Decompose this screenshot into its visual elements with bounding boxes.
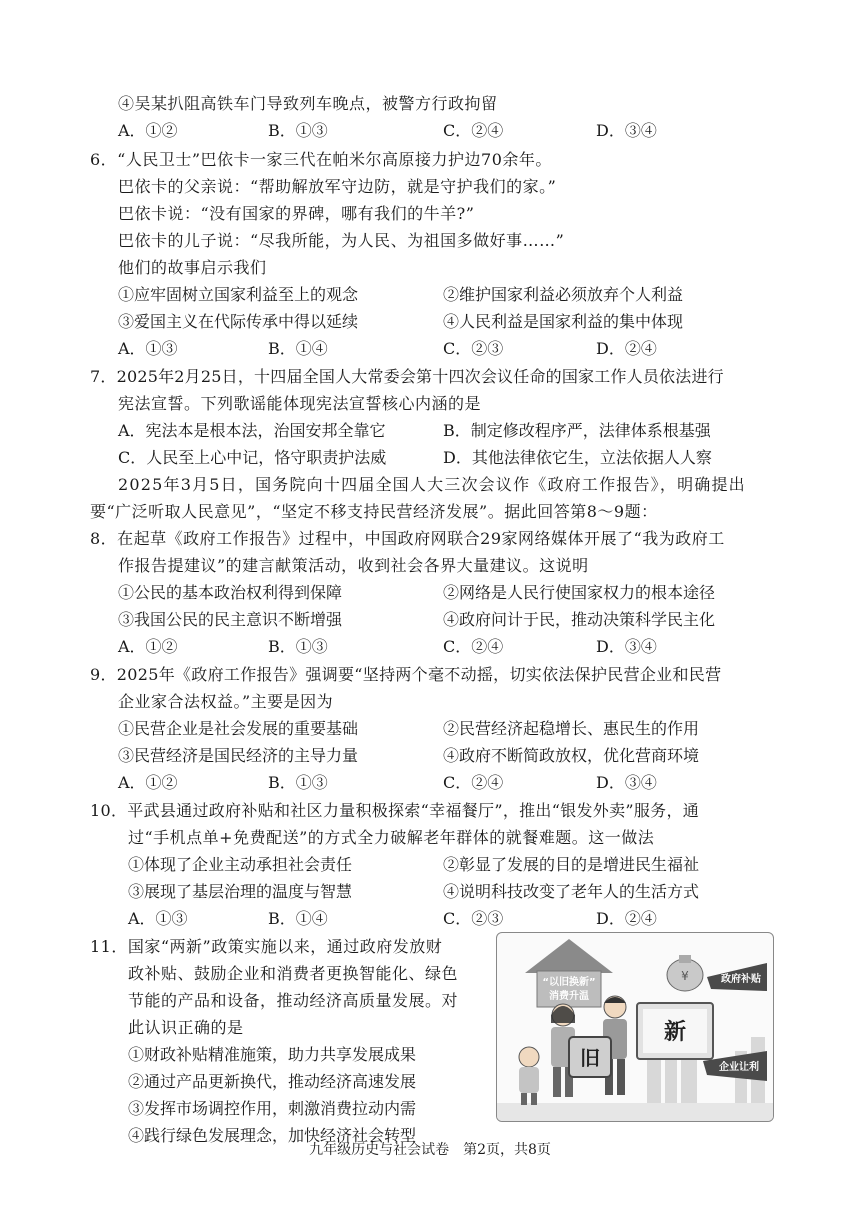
q11-item-1: ①财政补贴精准施策，助力共享发展成果 xyxy=(128,1045,417,1064)
q6-item-4: ④人民利益是国家利益的集中体现 xyxy=(443,312,684,331)
q10-item-1: ①体现了企业主动承担社会责任 xyxy=(128,855,353,874)
svg-text:¥: ¥ xyxy=(681,969,689,983)
q11-stem-2: 政补贴、鼓励企业和消费者更换智能化、绿色 xyxy=(128,964,459,983)
q7-stem: 7．2025年2月25日，十四届全国人大常委会第十四次会议任命的国家工作人员依法进行 xyxy=(90,367,724,386)
gov-subsidy-label: 政府补贴 xyxy=(721,974,761,985)
q9-stem-cont: 企业家合法权益。”主要是因为 xyxy=(118,692,334,711)
q6-choice-d: D．②④ xyxy=(596,339,657,358)
q11-item-4: ④践行绿色发展理念，加快经济社会转型 xyxy=(128,1126,417,1145)
q9-stem: 9．2025年《政府工作报告》强调要“坚持两个毫不动摇，切实依法保护民营企业和民营 xyxy=(90,665,722,684)
q8-stem-cont: 作报告提建议”的建言献策活动，收到社会各界大量建议。这说明 xyxy=(118,556,589,575)
q11-item-3: ③发挥市场调控作用，刺激消费拉动内需 xyxy=(128,1099,417,1118)
q11-item-2: ②通过产品更新换代，推动经济高速发展 xyxy=(128,1072,417,1091)
q10-choice-b: B．①④ xyxy=(268,909,328,928)
q7-stem-cont: 宪法宣誓。下列歌谣能体现宪法宣誓核心内涵的是 xyxy=(118,394,482,413)
q6-quote-father: 巴依卡的父亲说：“帮助解放军守边防，就是守护我们的家。” xyxy=(118,177,557,196)
q11-stem-3: 节能的产品和设备，推动经济高质量发展。对 xyxy=(128,991,459,1010)
q11-stem: 11．国家“两新”政策实施以来，通过政府发放财 xyxy=(90,937,443,956)
q9-choice-c: C．②④ xyxy=(443,773,504,792)
q5-choice-c: C．②④ xyxy=(443,121,504,140)
q6-choice-c: C．②③ xyxy=(443,339,504,358)
money-bag-icon xyxy=(667,955,703,991)
old-label: 旧 xyxy=(580,1046,600,1070)
q5-choice-a: A．①② xyxy=(118,121,178,140)
q11-stem-4: 此认识正确的是 xyxy=(128,1018,244,1037)
q9-item-4: ④政府不断简政放权，优化营商环境 xyxy=(443,746,700,765)
q7-option-d: D．其他法律依它生，立法依据人人察 xyxy=(443,448,712,467)
cartoon-drawing xyxy=(497,933,773,1121)
q6-choice-a: A．①③ xyxy=(118,339,178,358)
q9-item-3: ③民营经济是国民经济的主导力量 xyxy=(118,746,359,765)
q6-stem: 6．“人民卫士”巴依卡一家三代在帕米尔高原接力护边70余年。 xyxy=(90,150,552,169)
q6-quote-son: 巴依卡的儿子说：“尽我所能，为人民、为祖国多做好事……” xyxy=(118,231,565,250)
q10-choice-c: C．②③ xyxy=(443,909,504,928)
q5-choice-b: B．①③ xyxy=(268,121,328,140)
house-label-1: “以旧换新” xyxy=(542,977,596,988)
q8-choice-d: D．③④ xyxy=(596,637,657,656)
q8-item-3: ③我国公民的民主意识不断增强 xyxy=(118,610,343,629)
q8-choice-c: C．②④ xyxy=(443,637,504,656)
q9-item-1: ①民营企业是社会发展的重要基础 xyxy=(118,719,359,738)
house-icon xyxy=(525,939,613,1007)
gov-subsidy-arrow xyxy=(707,963,767,991)
house-label-2: 消费升温 xyxy=(549,991,589,1002)
q6-quote-bayika: 巴依卡说：“没有国家的界碑，哪有我们的牛羊?” xyxy=(118,204,475,223)
q6-item-3: ③爱国主义在代际传承中得以延续 xyxy=(118,312,359,331)
q7-option-a: A．宪法本是根本法，治国安邦全靠它 xyxy=(118,421,386,440)
q10-choice-d: D．②④ xyxy=(596,909,657,928)
q8-9-material-cont: 要“广泛听取人民意见”，“坚定不移支持民营经济发展”。据此回答第8～9题： xyxy=(90,502,658,521)
q7-option-b: B．制定修改程序严，法律体系根基强 xyxy=(443,421,711,440)
new-monitor-icon xyxy=(637,1003,713,1059)
q6-item-2: ②维护国家利益必须放弃个人利益 xyxy=(443,285,684,304)
q8-item-4: ④政府问计于民，推动决策科学民主化 xyxy=(443,610,716,629)
q10-item-4: ④说明科技改变了老年人的生活方式 xyxy=(443,882,700,901)
q10-stem: 10．平武县通过政府补贴和社区力量积极探索“幸福餐厅”，推出“银发外卖”服务，通 xyxy=(90,801,700,820)
q5-item-4: ④吴某扒阻高铁车门导致列车晚点，被警方行政拘留 xyxy=(118,94,498,113)
q8-9-material: 2025年3月5日，国务院向十四届全国人大三次会议作《政府工作报告》，明确提出 xyxy=(118,475,746,494)
old-tv-icon xyxy=(569,1037,611,1077)
child-figure xyxy=(519,1047,539,1105)
q6-prompt: 他们的故事启示我们 xyxy=(118,258,267,277)
enterprise-label: 企业让利 xyxy=(719,1062,759,1073)
q6-item-1: ①应牢固树立国家利益至上的观念 xyxy=(118,285,359,304)
q5-choice-d: D．③④ xyxy=(596,121,657,140)
q9-choice-b: B．①③ xyxy=(268,773,328,792)
q9-choice-d: D．③④ xyxy=(596,773,657,792)
policy-cartoon xyxy=(496,932,774,1122)
q6-choice-b: B．①④ xyxy=(268,339,328,358)
page-footer: 九年级历史与社会试卷 第2页，共8页 xyxy=(309,1142,551,1158)
q10-choice-a: A．①③ xyxy=(128,909,188,928)
q10-item-2: ②彰显了发展的目的是增进民生福祉 xyxy=(443,855,700,874)
q8-item-1: ①公民的基本政治权利得到保障 xyxy=(118,583,343,602)
q9-choice-a: A．①② xyxy=(118,773,178,792)
q10-stem-cont: 过“手机点单+免费配送”的方式全力破解老年群体的就餐难题。这一做法 xyxy=(128,828,655,847)
q9-item-2: ②民营经济起稳增长、惠民生的作用 xyxy=(443,719,700,738)
q8-choice-a: A．①② xyxy=(118,637,178,656)
new-label: 新 xyxy=(663,1020,687,1045)
q10-item-3: ③展现了基层治理的温度与智慧 xyxy=(128,882,353,901)
q8-choice-b: B．①③ xyxy=(268,637,328,656)
q7-option-c: C．人民至上心中记，恪守职责护法威 xyxy=(118,448,387,467)
q8-item-2: ②网络是人民行使国家权力的根本途径 xyxy=(443,583,716,602)
q8-stem: 8．在起草《政府工作报告》过程中，中国政府网联合29家网络媒体开展了“我为政府工 xyxy=(90,529,725,548)
